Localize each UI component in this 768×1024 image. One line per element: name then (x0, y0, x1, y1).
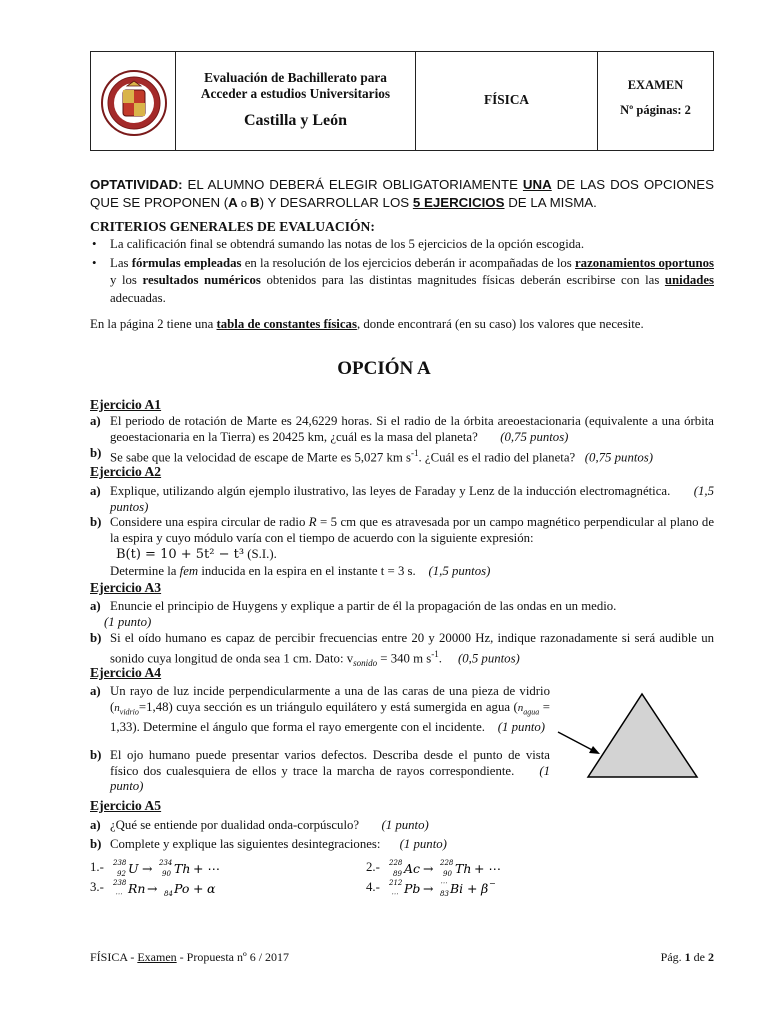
svg-text:+ ⋯: + ⋯ (474, 861, 502, 876)
region-title: Castilla y León (243, 112, 348, 129)
text: . (438, 650, 442, 665)
exercise-item (90, 484, 714, 515)
ray-arrowhead-icon (589, 746, 600, 754)
svg-text:−: − (489, 879, 496, 888)
text: Determine la (110, 563, 180, 578)
svg-text:→: → (423, 881, 434, 896)
emphasis: unidades (664, 273, 714, 287)
decay-3 (90, 877, 237, 899)
decay-4-equation (383, 877, 523, 899)
svg-text:234: 234 (159, 859, 173, 867)
svg-text:89: 89 (393, 870, 402, 878)
svg-text:238: 238 (113, 879, 127, 887)
exercise-item (90, 818, 714, 834)
item-label: a) (90, 484, 101, 498)
exercise-title: Ejercicio A1 (90, 397, 162, 412)
svg-text:Th: Th (174, 861, 191, 876)
variable: n (517, 701, 524, 714)
text: , donde encontrará (en su caso) los valores que necesite. (356, 317, 644, 331)
text: ) Y DESARROLLAR LOS (259, 195, 413, 210)
points: (1 punto) (110, 763, 550, 793)
text: fem (179, 563, 199, 578)
svg-text:Rn: Rn (128, 881, 146, 896)
svg-text:→: → (147, 881, 158, 896)
field-equation: B(t) = 10 + 5t² − t³ (116, 547, 245, 562)
item-label: a) (90, 684, 101, 698)
criterios-title: CRITERIOS GENERALES DE EVALUACIÓN: (90, 219, 375, 234)
points: (0,5 puntos) (457, 650, 520, 665)
item-label: a) (90, 818, 101, 832)
text: Complete y explique las siguientes desintegraciones: (110, 837, 381, 851)
decay-3-equation (107, 877, 237, 899)
optatividad-label: OPTATIVIDAD: (90, 177, 183, 192)
exercise-item (90, 748, 550, 795)
item-label: b) (90, 748, 102, 762)
text: El periodo de rotación de Marte es 24,6229 horas. Si el radio de la órbita areoestacionaria (equivalente a una órbita geoestacionaria en la Tierra) es 20425 km, ¿cuál es la masa del planeta? (110, 414, 714, 444)
text: = 1,33). Determine el ángulo que forma el rayo emergente con el incidente. (110, 699, 550, 734)
prism-triangle (588, 694, 697, 777)
text: Explique, utilizando algún ejemplo ilustrativo, las leyes de Faraday y Lenz de la inducción electromagnética. (110, 484, 671, 498)
item-label: b) (90, 515, 102, 529)
text: 2 (708, 950, 714, 964)
subscript: sonido (353, 657, 378, 668)
page2-note (90, 317, 714, 332)
svg-text:⋯: ⋯ (115, 890, 123, 898)
criterios-list (90, 236, 714, 308)
text: FÍSICA - (90, 950, 138, 964)
text: = 5 cm que es atravesada por un campo magnético perpendicular al plano de la espira y cuyo módulo varía con el tiempo de acuerdo con la siguiente expresión: (110, 515, 715, 545)
svg-text:90: 90 (443, 870, 452, 878)
variable: n (114, 701, 120, 714)
text: Pág. (660, 950, 685, 964)
svg-text:⋯: ⋯ (391, 890, 399, 898)
text: (S.I.). (244, 547, 277, 561)
page-number (661, 950, 714, 965)
prism-diagram (556, 688, 704, 780)
text: EL ALUMNO DEBERÁ ELEGIR OBLIGATORIAMENTE (182, 177, 523, 192)
svg-text:+: + (467, 881, 478, 896)
option-title: OPCIÓN A (337, 358, 431, 379)
text: y los (110, 273, 143, 287)
exercise-item (90, 631, 714, 671)
svg-text:238: 238 (113, 859, 127, 867)
svg-text:212: 212 (389, 879, 403, 887)
svg-text:U: U (128, 861, 139, 876)
university-seal-icon (101, 68, 167, 138)
text: en la resolución de los ejercicios deberán ir acompañadas de los (241, 255, 575, 270)
text: =1,48) cuya sección es un triángulo equilátero y está sumergida en agua ( (138, 699, 518, 714)
decay-number: 1.- (90, 859, 104, 874)
text: ¿Qué se entiende por dualidad onda-corpúsculo? (110, 818, 360, 832)
svg-text:→: → (423, 861, 434, 876)
emphasis: razonamientos oportunos (574, 255, 714, 270)
svg-text:+: + (193, 881, 204, 896)
svg-text:Po: Po (174, 881, 190, 896)
svg-text:92: 92 (117, 870, 126, 878)
emphasis: tabla de constantes físicas (216, 317, 357, 331)
exercise-title: Ejercicio A2 (90, 464, 162, 479)
superscript: -1 (431, 648, 439, 659)
svg-text:228: 228 (389, 859, 403, 867)
exercise-item (90, 599, 714, 630)
cinco-emphasis: 5 EJERCICIOS (412, 195, 505, 210)
superscript: -1 (410, 448, 419, 458)
text: . ¿Cuál es el radio del planeta? (418, 450, 576, 465)
decay-number: 2.- (366, 859, 380, 874)
exercise-title: Ejercicio A3 (90, 580, 162, 595)
text: La calificación final se obtendrá sumando las notas de los 5 ejercicios de la opción escogida. (110, 237, 585, 251)
decay-number: 4.- (366, 879, 380, 894)
svg-text:→: → (142, 861, 153, 876)
points: (0,75 puntos) (584, 450, 654, 465)
text: El ojo humano puede presentar varios defectos. Describa desde el punto de vista físico dos cualesquiera de ellos y trace la marcha de rayos correspondiente. (110, 748, 550, 778)
seal-cell (91, 52, 176, 150)
text: inducida en la espira en el instante t = 3 s. (198, 563, 416, 578)
item-label: a) (90, 599, 101, 613)
option-b: B (250, 195, 260, 210)
option-a: A (228, 195, 238, 210)
decay-1-equation (107, 857, 237, 879)
criterio-item (90, 236, 714, 254)
text: Si el oído humano es capaz de percibir frecuencias entre 20 y 20000 Hz, indique razonadamente si será audible un sonido cuya longitud de onda sea 1 cm. Dato: v (110, 631, 714, 665)
variable: R (308, 515, 317, 529)
svg-text:⋯: ⋯ (440, 879, 448, 887)
svg-text:α: α (207, 881, 216, 896)
incident-ray (558, 732, 596, 752)
item-label: b) (90, 446, 102, 460)
svg-text:Ac: Ac (404, 861, 421, 876)
text: Examen (137, 950, 177, 964)
exam-label: EXAMEN (627, 78, 684, 92)
svg-text:Bi: Bi (450, 881, 464, 896)
text: Enuncie el principio de Huygens y explique a partir de él la propagación de las ondas en un medio. (110, 599, 617, 613)
text: Considere una espira circular de radio (110, 515, 309, 529)
subscript: agua (523, 707, 540, 717)
decay-4 (366, 877, 523, 899)
exercise-title: Ejercicio A4 (90, 665, 162, 680)
points: (1 punto) (399, 837, 447, 851)
text: En la página 2 tiene una (90, 317, 217, 331)
decay-2-equation (383, 857, 513, 879)
svg-text:Th: Th (455, 861, 472, 876)
text: 1 (684, 950, 691, 964)
svg-text:84: 84 (164, 890, 173, 898)
subscript: vidrio (119, 707, 139, 717)
svg-text:228: 228 (440, 859, 454, 867)
text: de (690, 950, 708, 964)
eval-line-2: Acceder a estudios Universitarios (200, 86, 391, 101)
svg-text:+ ⋯: + ⋯ (193, 861, 221, 876)
exercise-title: Ejercicio A5 (90, 798, 162, 813)
svg-text:Pb: Pb (404, 881, 421, 896)
text: o (237, 198, 251, 210)
decay-number: 3.- (90, 879, 104, 894)
decay-1 (90, 857, 237, 879)
text: = 340 m s (377, 650, 432, 665)
svg-text:83: 83 (440, 890, 449, 898)
emphasis: resultados numéricos (142, 273, 261, 287)
points: (1,5 puntos) (110, 484, 714, 514)
text: obtenidos para las distintas magnitudes físicas deberán escribirse con las (260, 273, 665, 287)
subject-cell (416, 52, 598, 150)
subject-title: FÍSICA (483, 92, 530, 107)
item-label: a) (90, 414, 101, 428)
pages-label: Nº páginas: 2 (620, 103, 691, 117)
exercise-item (90, 515, 714, 579)
text: Se sabe que la velocidad de escape de Marte es 5,027 km s (110, 450, 411, 465)
evaluation-cell (176, 52, 416, 150)
header-box (90, 51, 714, 151)
text: Un rayo de luz incide perpendicularmente a una de las caras de una pieza de vidrio ( (110, 684, 550, 714)
points: (1 punto) (104, 614, 152, 629)
exam-cell (598, 52, 713, 150)
criterio-item (90, 255, 714, 308)
footer (90, 950, 714, 965)
item-label: b) (90, 837, 102, 851)
exercise-item (90, 837, 714, 853)
item-label: b) (90, 631, 102, 645)
footer-left (90, 950, 289, 964)
points: (0,75 puntos) (500, 429, 569, 444)
text: - Propuesta nº 6 / 2017 (176, 950, 290, 964)
decay-2 (366, 857, 513, 879)
optatividad-paragraph (90, 176, 714, 213)
svg-text:β: β (481, 881, 489, 896)
una-emphasis: UNA (522, 177, 552, 192)
text: DE LAS DOS OPCIONES QUE SE PROPONEN ( (90, 177, 715, 210)
emphasis: fórmulas empleadas (131, 255, 242, 270)
svg-text:90: 90 (162, 870, 171, 878)
exercise-item (90, 684, 550, 735)
text: adecuadas. (110, 290, 166, 305)
points: (1,5 puntos) (428, 563, 491, 578)
text: Las (110, 255, 132, 270)
exercise-item (90, 446, 714, 466)
eval-line-1: Evaluación de Bachillerato para (204, 70, 387, 85)
points: (1 punto) (497, 719, 546, 734)
text: DE LA MISMA. (504, 195, 597, 210)
exercise-item (90, 414, 714, 445)
points: (1 punto) (381, 818, 429, 832)
